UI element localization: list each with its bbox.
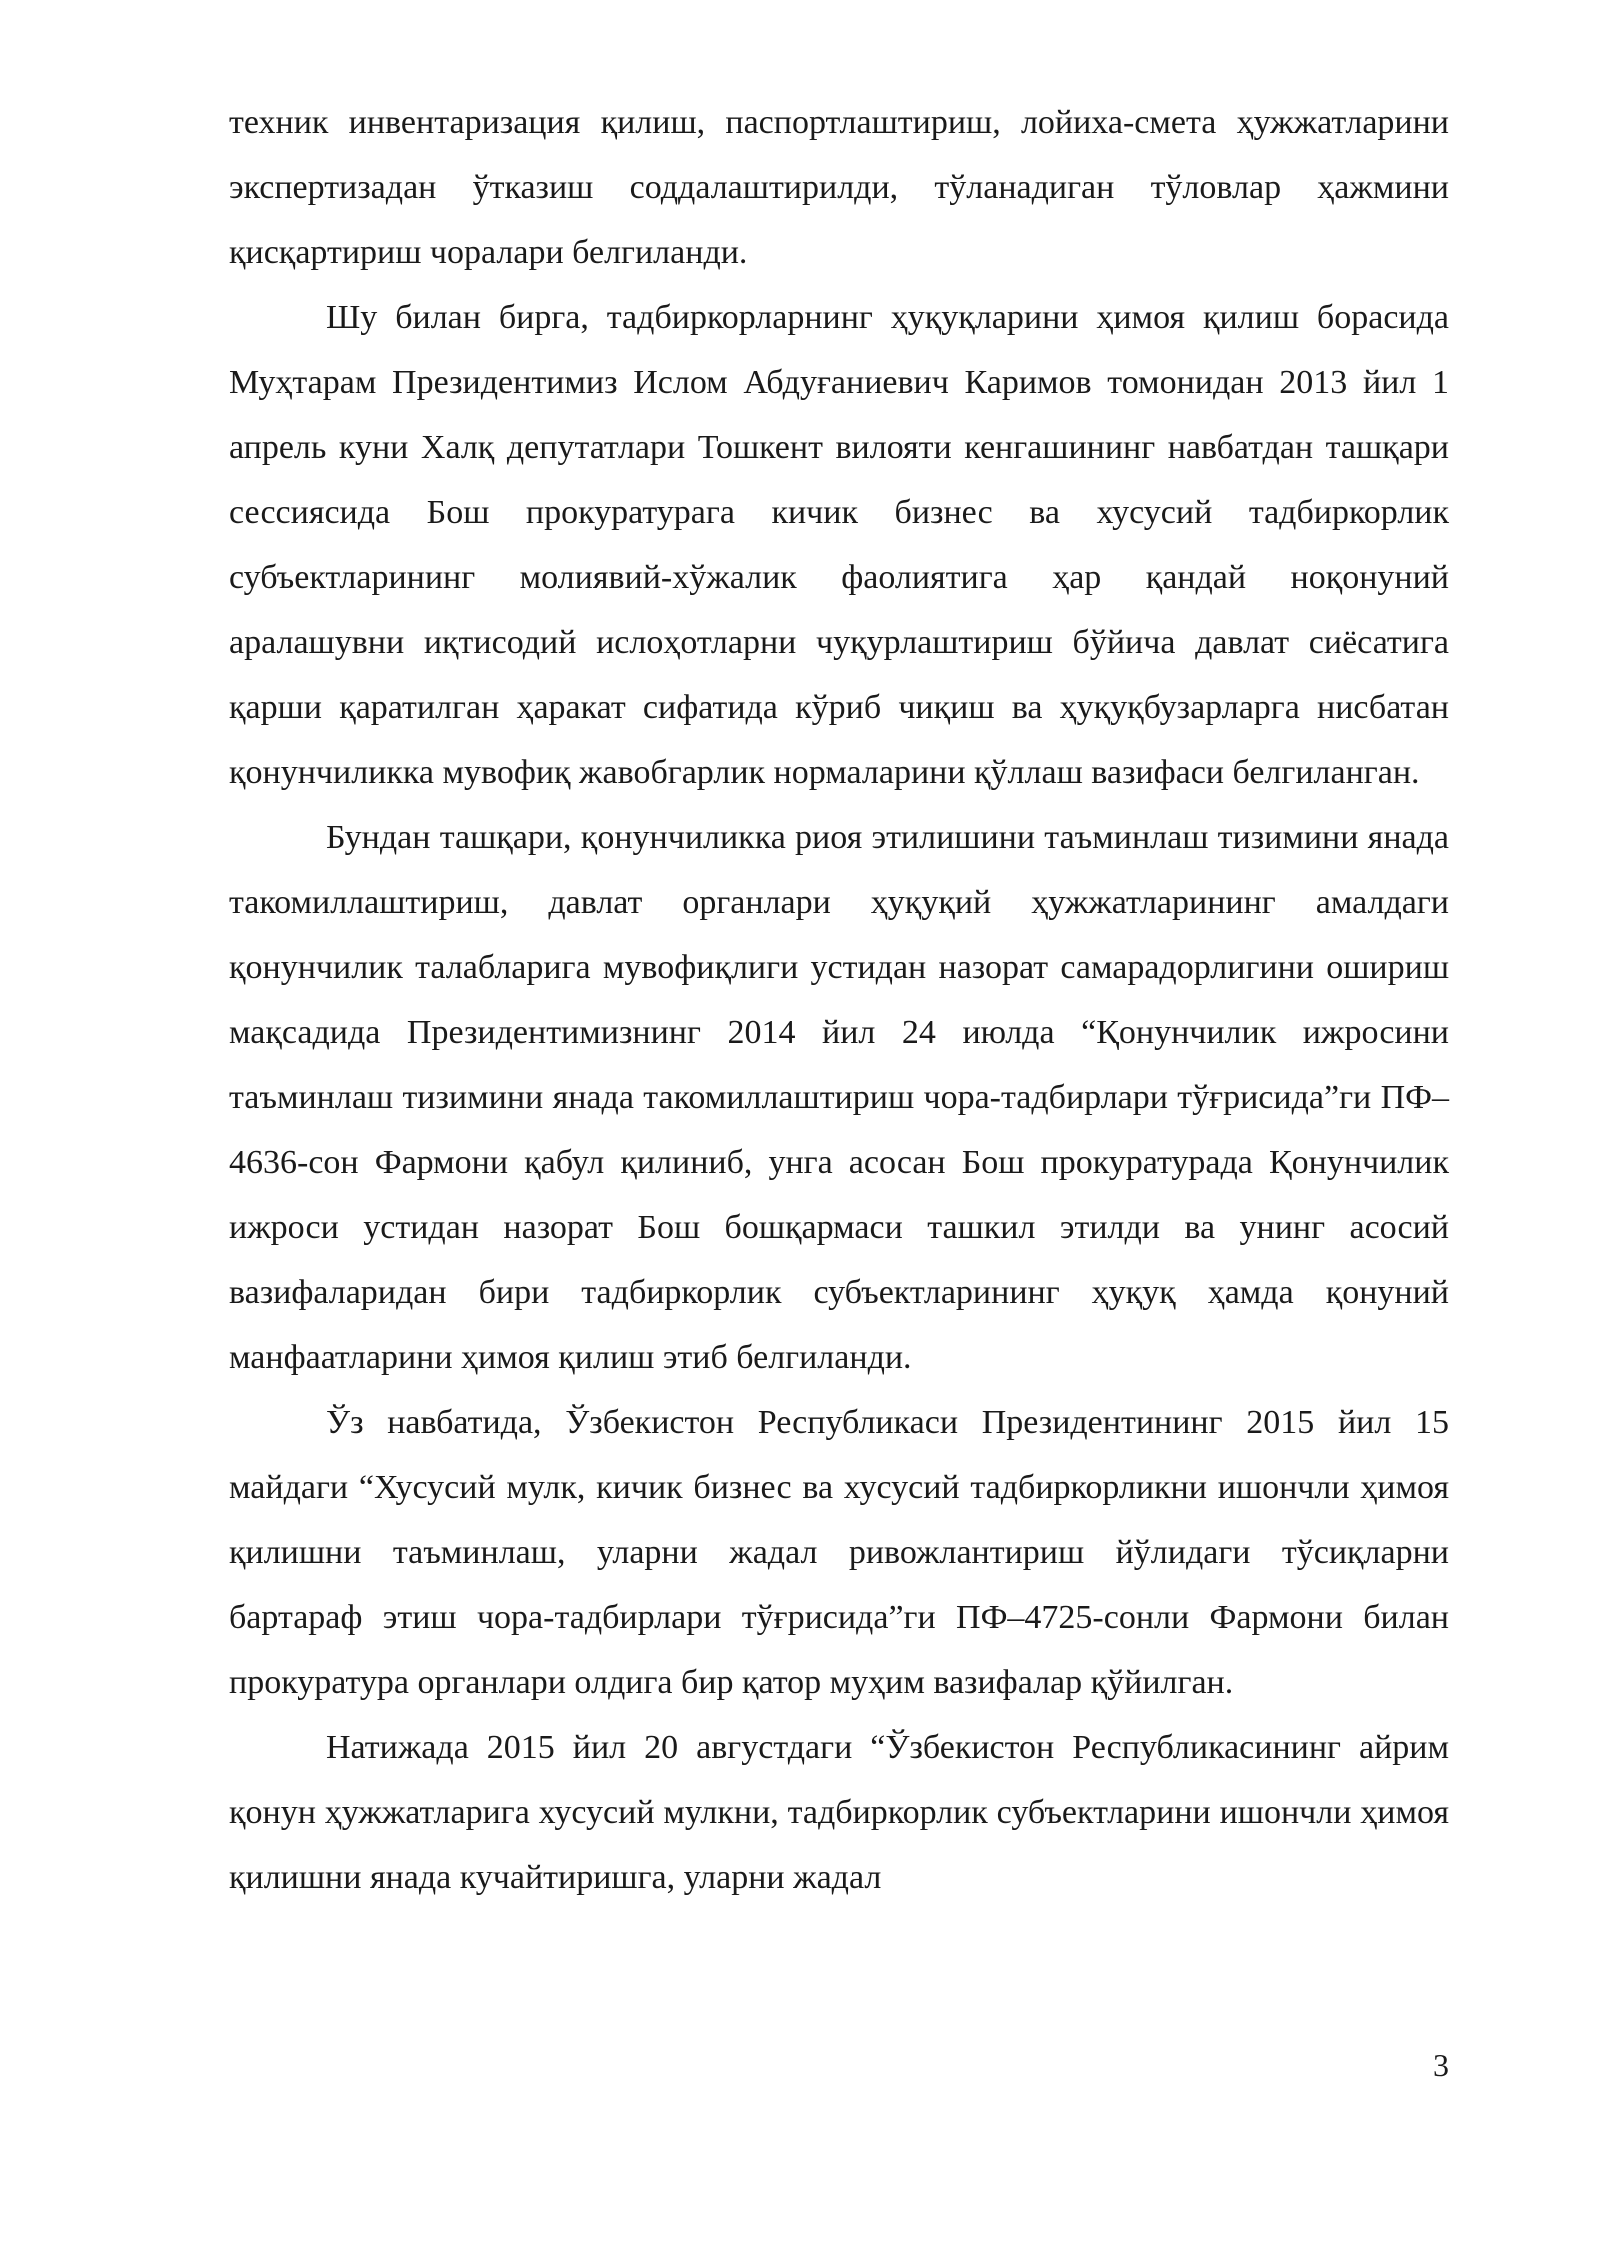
- page-number: 3: [1433, 2047, 1449, 2083]
- paragraph-2: Шу билан бирга, тадбиркорларнинг ҳуқуқларини ҳимоя қилиш борасида Муҳтарам Президентимиз Ислом Абдуғаниевич Каримов томонидан 2013 йил 1 апрель куни Халқ депутатлари Тошкент вилояти кенгашининг навбатдан ташқари сессиясида Бош прокуратурага кичик бизнес ва хусусий тадбиркорлик субъектларининг молиявий-хўжалик фаолиятига ҳар қандай ноқонуний аралашувни иқтисодий ислоҳотларни чуқурлаштириш бўйича давлат сиёсатига қарши қаратилган ҳаракат сифатида кўриб чиқиш ва ҳуқуқбузарларга нисбатан қонунчиликка мувофиқ жавобгарлик нормаларини қўллаш вазифаси белгиланган.: [229, 299, 1449, 791]
- document-page: [229, 90, 1449, 1910]
- paragraph-5: Натижада 2015 йил 20 августдаги “Ўзбекистон Республикасининг айрим қонун ҳужжатларига хусусий мулкни, тадбиркорлик субъектларини ишончли ҳимоя қилишни янада кучайтиришга, уларни жадал: [229, 1729, 1449, 1896]
- paragraph-1: техник инвентаризация қилиш, паспортлаштириш, лойиха-смета ҳужжатларини экспертизадан ўтказиш соддалаштирилди, тўланадиган тўловлар ҳажмини қисқартириш чоралари белгиланди.: [229, 104, 1449, 271]
- paragraph-3: Бундан ташқари, қонунчиликка риоя этилишини таъминлаш тизимини янада такомиллаштириш, давлат органлари ҳуқуқий ҳужжатларининг амалдаги қонунчилик талабларига мувофиқлиги устидан назорат самарадорлигини ошириш мақсадида Президентимизнинг 2014 йил 24 июлда “Қонунчилик ижросини таъминлаш тизимини янада такомиллаштириш чора-тадбирлари тўғрисида”ги ПФ–4636-сон Фармони қабул қилиниб, унга асосан Бош прокуратурада Қонунчилик ижроси устидан назорат Бош бошқармаси ташкил этилди ва унинг асосий вазифаларидан бири тадбиркорлик субъектларининг ҳуқуқ ҳамда қонуний манфаатларини ҳимоя қилиш этиб белгиланди.: [229, 819, 1449, 1376]
- paragraph-4: Ўз навбатида, Ўзбекистон Республикаси Президентининг 2015 йил 15 майдаги “Хусусий мулк, кичик бизнес ва хусусий тадбиркорликни ишончли ҳимоя қилишни таъминлаш, уларни жадал ривожлантириш йўлидаги тўсиқларни бартараф этиш чора-тадбирлари тўғрисида”ги ПФ–4725-сонли Фармони билан прокуратура органлари олдига бир қатор муҳим вазифалар қўйилган.: [229, 1404, 1449, 1701]
